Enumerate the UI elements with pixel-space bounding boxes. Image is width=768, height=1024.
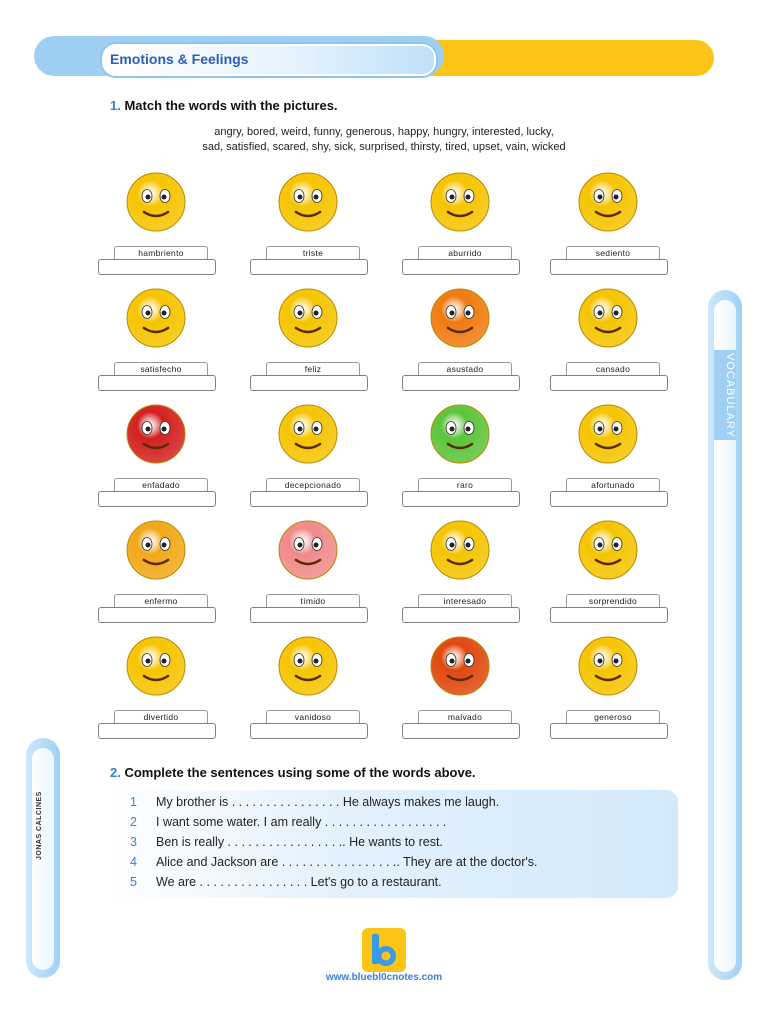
picture-label: afortunado [566, 478, 660, 491]
picture-label: raro [418, 478, 512, 491]
sentence-row [108, 855, 668, 875]
picture-item [402, 398, 520, 514]
section-1-number: 1. [110, 98, 121, 113]
picture-label: generoso [566, 710, 660, 723]
picture-label: enfadado [114, 478, 208, 491]
footer-url[interactable]: www.bluebl0cnotes.com [325, 972, 443, 983]
picture-item [98, 282, 216, 398]
hungry-face-icon [124, 170, 188, 234]
answer-box[interactable] [402, 607, 520, 623]
picture-item [402, 282, 520, 398]
picture-item [550, 166, 668, 282]
word-bank [100, 125, 668, 155]
picture-item [98, 514, 216, 630]
picture-item [402, 166, 520, 282]
answer-box[interactable] [250, 375, 368, 391]
section-1-heading: Match the words with the pictures. [124, 98, 338, 113]
sentence-number: 2 [130, 815, 137, 829]
picture-item [250, 398, 368, 514]
answer-box[interactable] [550, 723, 668, 739]
picture-item [550, 282, 668, 398]
author-credit: JONAS CALCINES [36, 791, 43, 860]
vocabulary-label: VOCABULARY [714, 350, 736, 440]
picture-label: hambriento [114, 246, 208, 259]
sad-face-icon [276, 170, 340, 234]
generous-face-icon [576, 634, 640, 698]
answer-box[interactable] [550, 259, 668, 275]
answer-box[interactable] [550, 607, 668, 623]
picture-label: sorprendido [566, 594, 660, 607]
scared-face-icon [428, 286, 492, 350]
sentence-row [108, 795, 668, 815]
section-2-heading: Complete the sentences using some of the words above. [124, 765, 476, 780]
answer-box[interactable] [98, 375, 216, 391]
word-bank-line-2: sad, satisfied, scared, shy, sick, surprised, thirsty, tired, upset, vain, wicked [202, 141, 566, 153]
thirsty-face-icon [576, 170, 640, 234]
picture-label: interesado [418, 594, 512, 607]
upset-face-icon [276, 402, 340, 466]
answer-box[interactable] [550, 375, 668, 391]
weird-face-icon [428, 402, 492, 466]
sentence-text: We are . . . . . . . . . . . . . . . . Let's go to a restaurant. [156, 875, 442, 889]
answer-box[interactable] [250, 723, 368, 739]
sentence-number: 4 [130, 855, 137, 869]
satisfied-face-icon [124, 286, 188, 350]
picture-item [550, 398, 668, 514]
answer-box[interactable] [402, 491, 520, 507]
section-2-title [110, 765, 476, 780]
sentence-number: 1 [130, 795, 137, 809]
picture-label: triste [266, 246, 360, 259]
picture-label: sediento [566, 246, 660, 259]
sentences-box [108, 790, 678, 898]
happy-face-icon [276, 286, 340, 350]
picture-label: satisfecho [114, 362, 208, 375]
picture-label: decepcionado [266, 478, 360, 491]
tired-face-icon [576, 286, 640, 350]
answer-box[interactable] [250, 607, 368, 623]
sentence-text: Alice and Jackson are . . . . . . . . . . . . . . . . .. They are at the doctor's. [156, 855, 538, 869]
picture-label: malvado [418, 710, 512, 723]
picture-label: asustado [418, 362, 512, 375]
sentence-number: 3 [130, 835, 137, 849]
answer-box[interactable] [402, 723, 520, 739]
surprised-face-icon [576, 518, 640, 582]
answer-box[interactable] [98, 723, 216, 739]
page-title: Emotions & Feelings [110, 51, 249, 67]
picture-label: aburrido [418, 246, 512, 259]
section-2-number: 2. [110, 765, 121, 780]
sentence-text: I want some water. I am really . . . . . . . . . . . . . . . . . . [156, 815, 447, 829]
header [34, 32, 734, 92]
answer-box[interactable] [250, 491, 368, 507]
picture-label: divertido [114, 710, 208, 723]
answer-box[interactable] [98, 259, 216, 275]
picture-label: vanidoso [266, 710, 360, 723]
picture-item [402, 514, 520, 630]
answer-box[interactable] [402, 375, 520, 391]
picture-item [250, 514, 368, 630]
bored-face-icon [428, 170, 492, 234]
picture-label: enfermo [114, 594, 208, 607]
picture-label: feliz [266, 362, 360, 375]
sentence-text: My brother is . . . . . . . . . . . . . . . . He always makes me laugh. [156, 795, 500, 809]
funny-face-icon [124, 634, 188, 698]
picture-item [402, 630, 520, 746]
shy-face-icon [276, 518, 340, 582]
sentence-number: 5 [130, 875, 137, 889]
answer-box[interactable] [550, 491, 668, 507]
sentence-text: Ben is really . . . . . . . . . . . . . . . . .. He wants to rest. [156, 835, 443, 849]
picture-item [250, 166, 368, 282]
picture-item [98, 630, 216, 746]
answer-box[interactable] [98, 491, 216, 507]
picture-item [98, 398, 216, 514]
picture-label: tímido [266, 594, 360, 607]
lucky-face-icon [576, 402, 640, 466]
vain-face-icon [276, 634, 340, 698]
word-bank-line-1: angry, bored, weird, funny, generous, happy, hungry, interested, lucky, [214, 126, 554, 138]
picture-item [550, 514, 668, 630]
sick-face-icon [124, 518, 188, 582]
wicked-face-icon [428, 634, 492, 698]
picture-label: cansado [566, 362, 660, 375]
sentence-row [108, 875, 668, 895]
interested-face-icon [428, 518, 492, 582]
answer-box[interactable] [402, 259, 520, 275]
angry-face-icon [124, 402, 188, 466]
sentence-row [108, 835, 668, 855]
picture-item [98, 166, 216, 282]
picture-item [550, 630, 668, 746]
b-logo-icon [362, 928, 406, 972]
sentence-row [108, 815, 668, 835]
answer-box[interactable] [250, 259, 368, 275]
answer-box[interactable] [98, 607, 216, 623]
picture-item [250, 630, 368, 746]
section-1-title [110, 98, 338, 113]
picture-item [250, 282, 368, 398]
